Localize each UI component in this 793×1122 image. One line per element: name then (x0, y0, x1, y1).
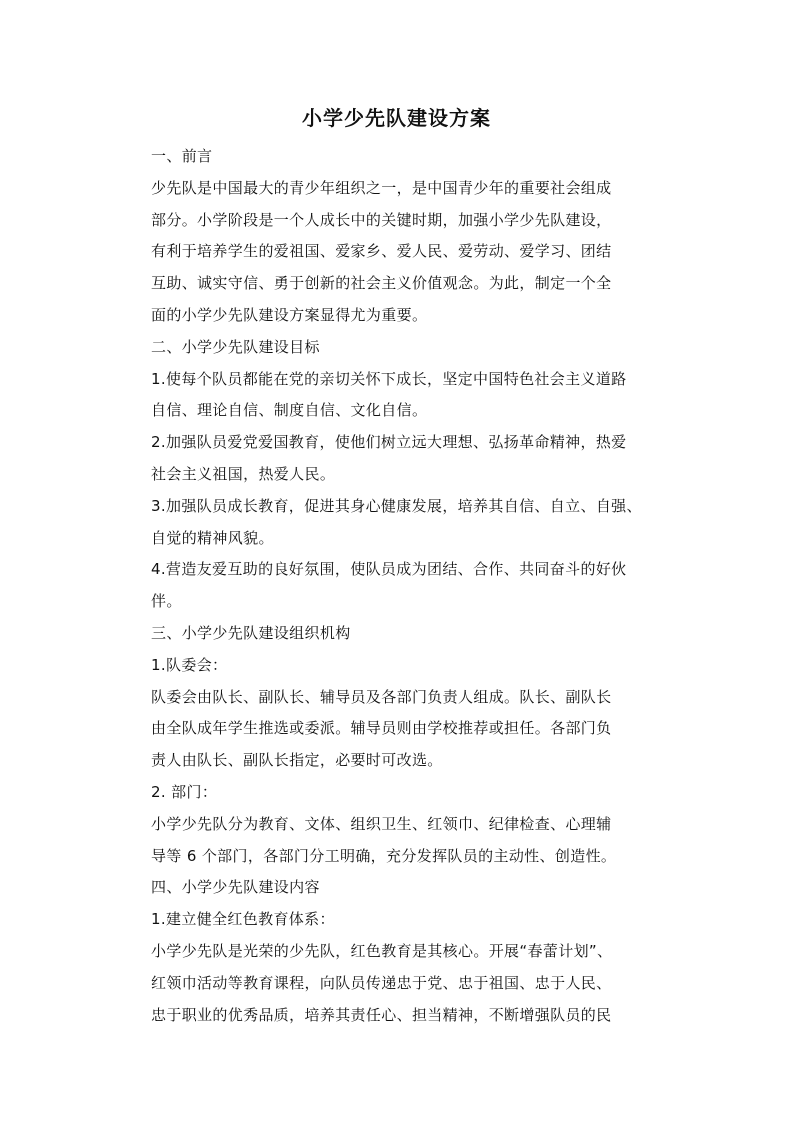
paragraph-line: 有利于培养学生的爱祖国、爱家乡、爱人民、爱劳动、爱学习、团结 (151, 242, 612, 261)
subheading-line: 1.队委会： (151, 655, 228, 674)
paragraph-line: 红领巾活动等教育课程，向队员传递忠于党、忠于祖国、忠于人民、 (151, 973, 612, 992)
list-item-line: 2.加强队员爱党爱国教育，使他们树立远大理想、弘扬革命精神，热爱 (151, 433, 627, 452)
list-item-line: 伴。 (151, 592, 182, 611)
paragraph-line: 由全队成年学生推选或委派。辅导员则由学校推荐或担任。各部门负 (151, 719, 612, 738)
subheading-line: 1.建立健全红色教育体系： (151, 910, 335, 929)
heading-goals: 二、小学少先队建设目标 (151, 337, 320, 356)
list-item-line: 4.营造友爱互助的良好氛围，使队员成为团结、合作、共同奋斗的好伙 (151, 560, 627, 579)
list-item-line: 1.使每个队员都能在党的亲切关怀下成长，坚定中国特色社会主义道路 (151, 369, 627, 388)
list-item-line: 3.加强队员成长教育，促进其身心健康发展，培养其自信、自立、自强、 (151, 496, 642, 515)
paragraph-line: 忠于职业的优秀品质，培养其责任心、担当精神，不断增强队员的民 (151, 1005, 612, 1024)
paragraph-line: 导等 6 个部门，各部门分工明确，充分发挥队员的主动性、创造性。 (151, 846, 617, 865)
heading-preface: 一、前言 (151, 147, 213, 165)
subheading-line: 2. 部门： (151, 782, 218, 801)
paragraph-line: 互助、诚实守信、勇于创新的社会主义价值观念。为此，制定一个全 (151, 274, 612, 293)
list-item-line: 自信、理论自信、制度自信、文化自信。 (151, 401, 428, 420)
document-title: 小学少先队建设方案 (302, 106, 491, 130)
paragraph-line: 队委会由队长、副队长、辅导员及各部门负责人组成。队长、副队长 (151, 687, 612, 706)
paragraph-line: 小学少先队分为教育、文体、组织卫生、红领巾、纪律检查、心理辅 (151, 814, 612, 833)
list-item-line: 社会主义祖国，热爱人民。 (151, 464, 336, 483)
heading-content: 四、小学少先队建设内容 (151, 878, 320, 897)
list-item-line: 自觉的精神风貌。 (151, 528, 274, 547)
paragraph-line: 部分。小学阶段是一个人成长中的关键时期，加强小学少先队建设， (151, 210, 612, 229)
paragraph-line: 小学少先队是光荣的少先队，红色教育是其核心。开展“春蕾计划”、 (151, 941, 613, 960)
paragraph-line: 少先队是中国最大的青少年组织之一，是中国青少年的重要社会组成 (151, 178, 612, 197)
paragraph-line: 责人由队长、副队长指定，必要时可改选。 (151, 751, 443, 770)
document-body (151, 141, 671, 1031)
heading-organization: 三、小学少先队建设组织机构 (151, 623, 351, 642)
paragraph-line: 面的小学少先队建设方案显得尤为重要。 (151, 305, 428, 324)
